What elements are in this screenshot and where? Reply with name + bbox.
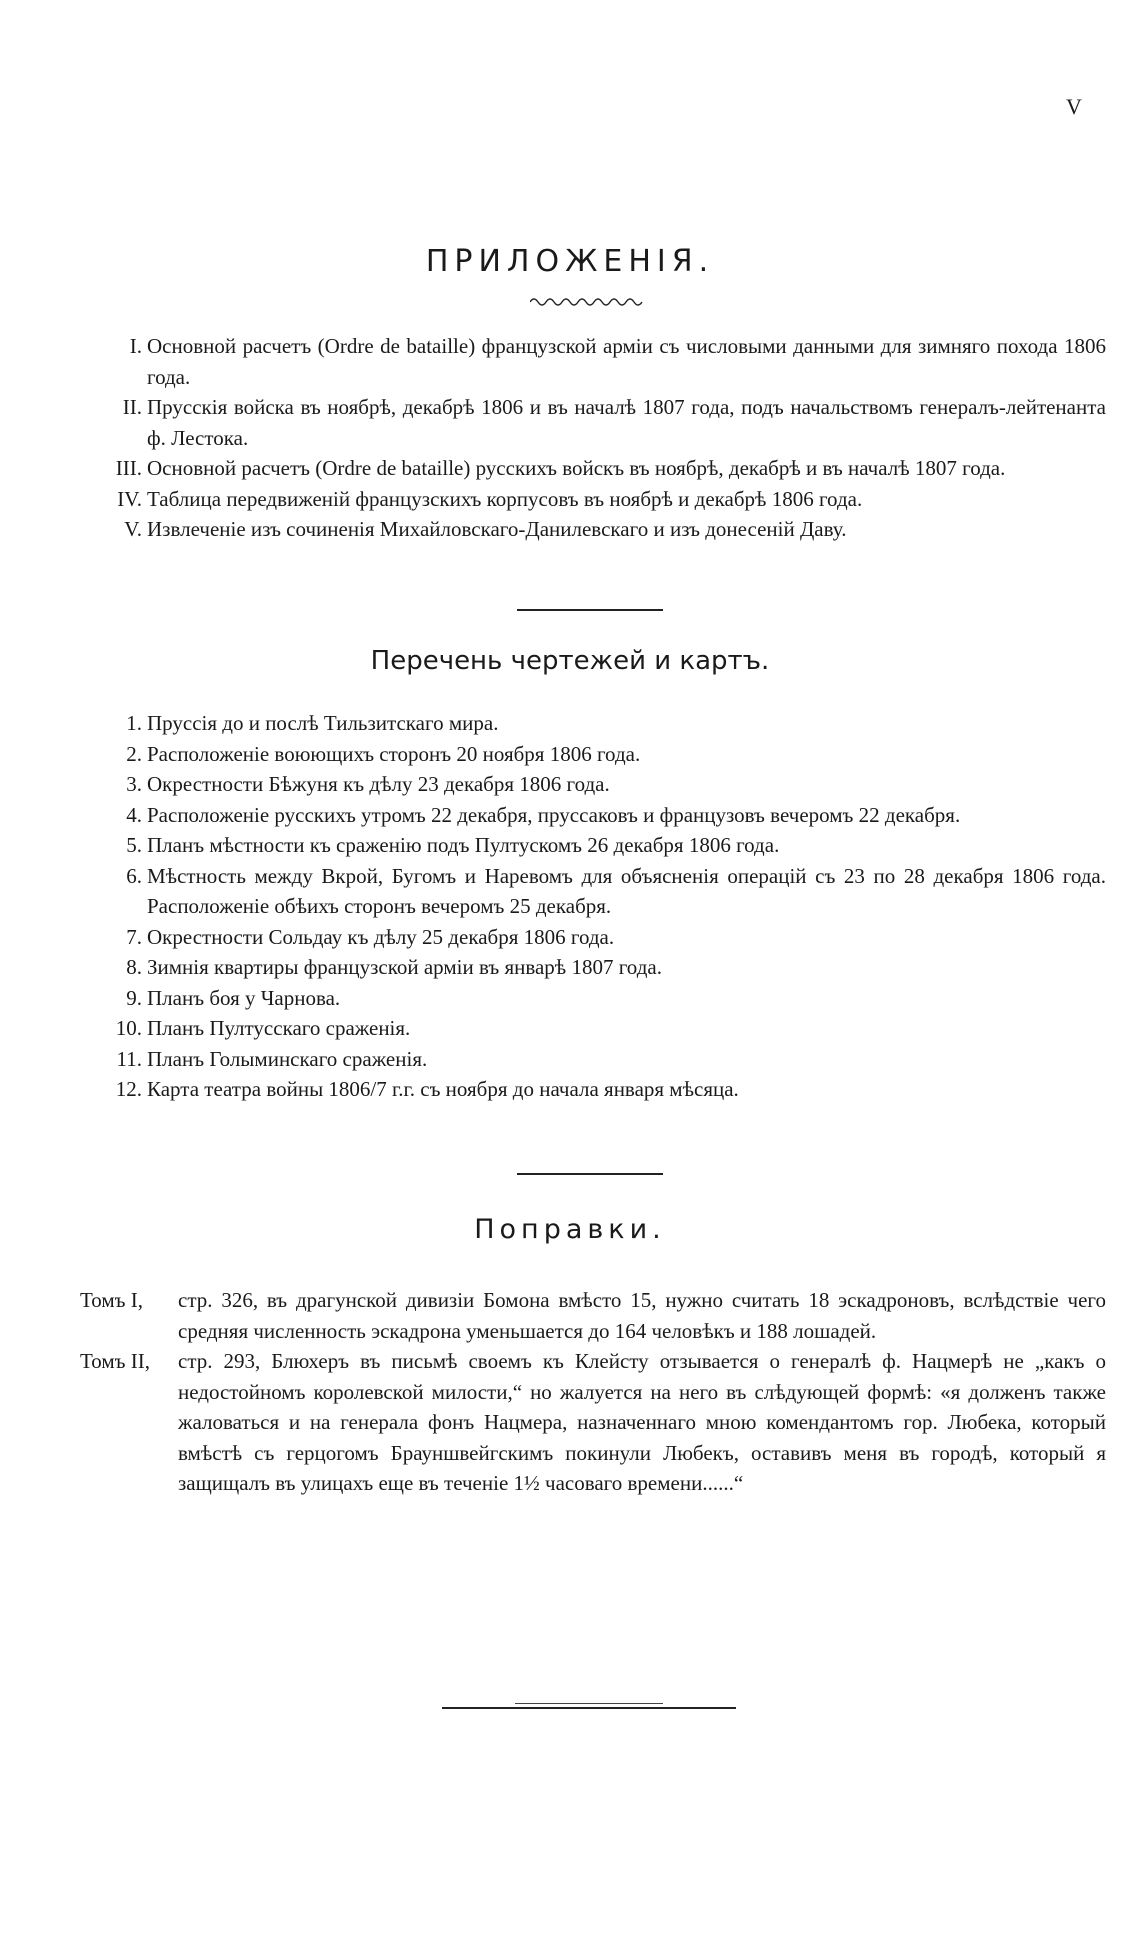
- list-item: 9. Планъ боя у Чарнова.: [126, 985, 341, 1010]
- end-divider: [442, 1707, 736, 1709]
- list-item: V. Извлеченіе изъ сочиненія Михайловскаго-Данилевскаго и изъ донесеній Даву.: [124, 517, 847, 541]
- divider: [517, 609, 663, 611]
- list-item: 5. Планъ мѣстности къ сраженію подъ Пултускомъ 26 декабря 1806 года.: [126, 833, 780, 857]
- correction-item: Томъ I, стр. 326, въ драгунской дивизіи Бомона вмѣсто 15, нужно считать 18 эскадроновъ, вслѣдствіе чего средняя численность эскадрона уменьшается до 164 человѣкъ и 188 лошадей.: [80, 1288, 1106, 1343]
- corrections-title: Поправки.: [474, 1214, 666, 1245]
- list-item: 11. Планъ Голыминскаго сраженія.: [116, 1046, 428, 1071]
- wavy-ornament: [530, 296, 645, 306]
- list-item: 4. Расположеніе русскихъ утромъ 22 декабря, пруссаковъ и французовъ вечеромъ 22 декабря.: [126, 802, 961, 827]
- appendices-title: ПРИЛОЖЕНІЯ.: [425, 244, 715, 279]
- maps-title: Перечень чертежей и картъ.: [370, 646, 770, 676]
- correction-item: Томъ II, стр. 293, Блюхеръ въ письмѣ своемъ къ Клейсту отзывается о генералѣ ф. Нацмерѣ не „какъ о недостойномъ королевской милости,“ но жалуется на него въ слѣдующей формѣ: «я долженъ также жаловаться и на генерала фонъ Нацмера, назначеннаго мною комендантомъ гор. Любека, который вмѣстѣ съ герцогомъ Брауншвейгскимъ покинули Любекъ, оставивъ меня въ городѣ, который я защищалъ въ улицахъ еще въ теченіе 1½ часоваго времени......“: [80, 1349, 1106, 1495]
- corrections-list: [80, 1285, 1106, 1499]
- list-item: IV. Таблица передвиженій французскихъ корпусовъ въ ноябрѣ и декабрѣ 1806 года.: [117, 486, 863, 511]
- maps-list: [90, 708, 1106, 1105]
- list-item: 8. Зимнія квартиры французской арміи въ январѣ 1807 года.: [126, 955, 662, 979]
- list-item: 3. Окрестности Бѣжуня къ дѣлу 23 декабря 1806 года.: [126, 772, 610, 796]
- list-item: 2. Расположеніе воюющихъ сторонъ 20 ноября 1806 года.: [126, 741, 641, 766]
- divider: [517, 1173, 663, 1175]
- list-item: 7. Окрестности Сольдау къ дѣлу 25 декабря 1806 года.: [126, 924, 615, 949]
- list-item: 12. Карта театра войны 1806/7 г.г. съ ноября до начала января мѣсяца.: [115, 1077, 739, 1101]
- list-item: 1. Пруссія до и послѣ Тильзитскаго мира.: [126, 711, 499, 735]
- page-number: V: [1066, 94, 1082, 119]
- list-item: 10. Планъ Пултусскаго сраженія.: [115, 1016, 411, 1040]
- list-item: III. Основной расчетъ (Ordre de bataille) русскихъ войскъ въ ноябрѣ, декабрѣ и въ началѣ 1807 года.: [115, 456, 1006, 480]
- list-item: II. Прусскія войска въ ноябрѣ, декабрѣ 1806 и въ началѣ 1807 года, подъ начальствомъ генералъ-лейтенанта ф. Лестока.: [122, 395, 1106, 450]
- list-item: I. Основной расчетъ (Ordre de bataille) французской арміи съ числовыми данными для зимняго похода 1806 года.: [129, 334, 1106, 389]
- end-divider-accent: [515, 1703, 663, 1704]
- appendices-list: [90, 331, 1106, 545]
- list-item: 6. Мѣстность между Вкрой, Бугомъ и Наревомъ для объясненія операцій съ 23 по 28 декабря 1806 года. Расположеніе обѣихъ сторонъ вечеромъ 25 декабря.: [126, 863, 1106, 918]
